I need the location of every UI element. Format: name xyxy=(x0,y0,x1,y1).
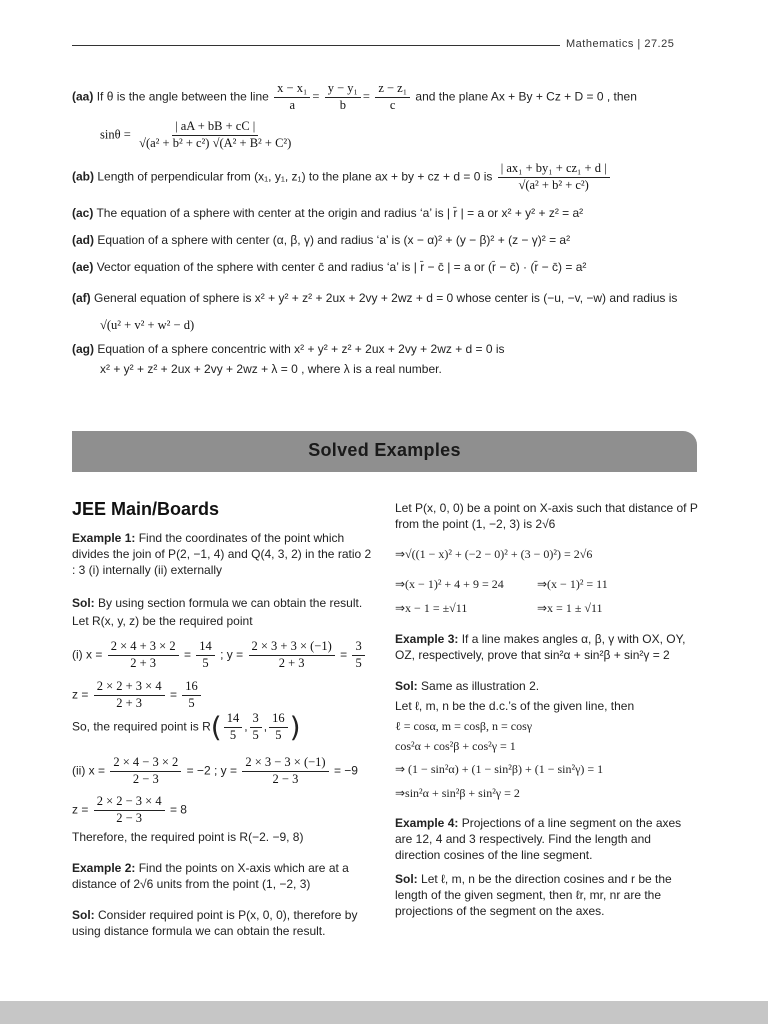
i-y-lhs: ; y = xyxy=(220,647,244,662)
formula-ad-label: (ad) xyxy=(72,233,94,247)
formula-ad xyxy=(72,232,570,248)
ex1-text: Find the coordinates of the point which divides the join of P(2, −1, 4) and Q(4, 3, 2) in the ratio 2 : 3 (i) internally (ii) externally xyxy=(72,531,372,577)
i-x-rnu: 14 xyxy=(196,640,215,656)
i-x-de: 2 + 3 xyxy=(130,655,157,670)
frac-z-nu: z − z₁ xyxy=(375,82,410,98)
right-eq2a: ⇒(x − 1)² + 4 + 9 = 24 xyxy=(395,577,504,591)
ii-xy-eq xyxy=(72,756,358,787)
right-eq3b: ⇒x = 1 ± √11 xyxy=(537,601,603,615)
i-x-lhs: (i) x = xyxy=(72,647,103,662)
ii-x-frac xyxy=(110,756,181,787)
i-x-eq xyxy=(72,640,367,671)
req1-c-de: 5 xyxy=(275,727,282,742)
sin-lhs: sinθ = xyxy=(100,127,131,142)
right-ex4 xyxy=(395,815,698,863)
right-l3: cos²α + cos²β + cos²γ = 1 xyxy=(395,739,516,753)
ii-y-frac xyxy=(242,756,328,787)
formula-ae xyxy=(72,259,586,275)
frac-z xyxy=(375,82,410,113)
ii-y-de: 2 − 3 xyxy=(272,771,299,786)
i-z-rnu: 16 xyxy=(182,680,201,696)
right-l5: ⇒sin²α + sin²β + sin²γ = 2 xyxy=(395,786,520,800)
i-x-rde: 5 xyxy=(202,655,209,670)
req1-c xyxy=(269,712,288,743)
ex1-label: Example 1: xyxy=(72,531,136,545)
ii-z-lhs: z = xyxy=(72,802,89,817)
formula-aa: (aa) If θ is the angle between the line $\frac{\text{x − x₁}}{a}$ = $\frac{\text{y − y₁}}{b}$ = $\frac{\text{z − z₁}}{c}$ and the plane Ax + By + Cz + D = 0 , then xyxy=(72,81,637,112)
ii-z-frac xyxy=(94,795,165,826)
header-rule xyxy=(72,45,560,46)
ab-de: √(a² + b² + c²) xyxy=(518,177,589,192)
ex4-label: Example 4: xyxy=(395,816,459,830)
req1: So, the required point is R( $\frac{14}{5}$ , $\frac{3}{5}$ , $\frac{16}{5}$ ) xyxy=(72,710,301,744)
i-y-eq-sign: = xyxy=(340,647,348,662)
req1-b xyxy=(250,712,262,743)
frac-y xyxy=(325,82,361,113)
i-x-result xyxy=(196,640,215,671)
ex2-label: Example 2: xyxy=(72,861,136,875)
right-eq2b: ⇒(x − 1)² = 11 xyxy=(537,577,608,591)
right-eq1: ⇒√((1 − x)² + (−2 − 0)² + (3 − 0)²) = 2√6 xyxy=(395,547,593,561)
formula-ad-text: Equation of a sphere with center (α, β, γ) and radius ‘a’ is (x − α)² + (y − β)² + (z − γ)² = a² xyxy=(97,233,571,247)
req1-text: So, the required point is R xyxy=(72,719,211,734)
left-ex2 xyxy=(72,860,374,892)
i-y-result xyxy=(352,640,364,671)
frac-x-nu: x − x₁ xyxy=(274,82,310,98)
formula-af-label: (af) xyxy=(72,291,91,305)
sin-de: √(a² + b² + c²) √(A² + B² + C²) xyxy=(139,135,292,150)
sol2-text: Consider required point is P(x, 0, 0), therefore by using distance formula we can obtain the result. xyxy=(72,908,358,938)
ex3-text: If a line makes angles α, β, γ with OX, OY, OZ, respectively, prove that sin²α + sin²β + sin²γ = 2 xyxy=(395,632,686,662)
i-z-frac xyxy=(94,680,165,711)
ii-z-r: = 8 xyxy=(169,802,187,817)
formula-ag-line2: x² + y² + z² + 2ux + 2vy + 2wz + λ = 0 , where λ is a real number. xyxy=(100,362,442,376)
req1-a-nu: 14 xyxy=(224,712,243,728)
ii-x-de: 2 − 3 xyxy=(132,771,159,786)
running-head: Mathematics | 27.25 xyxy=(566,38,675,50)
ii-z-de: 2 − 3 xyxy=(116,810,143,825)
sol1-let: Let R(x, y, z) be the required point xyxy=(72,614,253,628)
formula-ac-label: (ac) xyxy=(72,206,94,220)
banner-title: Solved Examples xyxy=(308,440,461,460)
i-z-lhs: z = xyxy=(72,687,89,702)
right-sol4 xyxy=(395,871,698,919)
ii-y-r: = −9 xyxy=(333,763,358,778)
frac-z-de: c xyxy=(389,97,396,112)
formula-aa-sin xyxy=(100,120,296,151)
formula-af-radius: √(u² + v² + w² − d) xyxy=(100,318,195,332)
frac-x xyxy=(274,82,310,113)
i-z-rde: 5 xyxy=(188,695,195,710)
i-y-de: 2 + 3 xyxy=(278,655,305,670)
i-z-nu: 2 × 2 + 3 × 4 xyxy=(94,680,165,696)
formula-af xyxy=(72,290,677,306)
right-ex3 xyxy=(395,631,698,663)
formula-ae-label: (ae) xyxy=(72,260,94,274)
section-title: JEE Main/Boards xyxy=(72,499,220,519)
formula-ab-text: Length of perpendicular from (x₁, y₁, z₁) to the plane ax + by + cz + d = 0 is xyxy=(97,169,493,184)
right-eq3a: ⇒x − 1 = ±√11 xyxy=(395,601,468,615)
formula-ag-text: Equation of a sphere concentric with x² + y² + z² + 2ux + 2vy + 2wz + d = 0 is xyxy=(97,342,505,356)
ii-x-lhs: (ii) x = xyxy=(72,763,105,778)
req1-b-de: 5 xyxy=(252,727,259,742)
i-z-eq xyxy=(72,680,203,711)
ii-x-nu: 2 × 4 − 3 × 2 xyxy=(110,756,181,772)
ii-y-nu: 2 × 3 − 3 × (−1) xyxy=(242,756,328,772)
sol1-text: By using section formula we can obtain the result. xyxy=(98,596,363,610)
ab-nu: | ax₁ + by₁ + cz₁ + d | xyxy=(498,162,610,178)
i-x-nu: 2 × 4 + 3 × 2 xyxy=(108,640,179,656)
ii-x-r: = −2 ; y = xyxy=(186,763,237,778)
req1-a xyxy=(224,712,243,743)
formula-ab-label: (ab) xyxy=(72,169,94,184)
solved-examples-banner xyxy=(72,431,697,472)
req1-b-nu: 3 xyxy=(250,712,262,728)
left-ex1 xyxy=(72,530,374,578)
ex4-text: Projections of a line segment on the axes are 12, 4 and 3 respectively. Find the length and direction cosines of the line segment. xyxy=(395,816,682,862)
i-z-eq-sign: = xyxy=(169,687,177,702)
ex2-text: Find the points on X-axis which are at a distance of 2√6 units from the point (1, −2, 3) xyxy=(72,861,349,891)
ii-z-eq xyxy=(72,795,187,826)
right-l1: Let ℓ, m, n be the d.c.’s of the given line, then xyxy=(395,699,635,713)
ab-frac xyxy=(498,162,610,193)
left-sol2 xyxy=(72,907,374,939)
req1-c-nu: 16 xyxy=(269,712,288,728)
formula-aa-text-2: and the plane Ax + By + Cz + D = 0 , then xyxy=(415,89,637,104)
sol2-label: Sol: xyxy=(72,908,95,922)
formula-ag-label: (ag) xyxy=(72,342,94,356)
i-y-frac xyxy=(249,640,335,671)
i-x-frac xyxy=(108,640,179,671)
formula-ae-text: Vector equation of the sphere with center c̄ and radius ‘a’ is | r̄ − c̄ | = a or (r̄ − c̄) · (r̄ − c̄) = a² xyxy=(96,260,587,274)
ex3-label: Example 3: xyxy=(395,632,459,646)
i-y-rnu: 3 xyxy=(352,640,364,656)
footer-bar xyxy=(0,1001,768,1024)
left-sol1 xyxy=(72,595,374,611)
right-l4: ⇒ (1 − sin²α) + (1 − sin²β) + (1 − sin²γ) = 1 xyxy=(395,762,604,776)
req2: Therefore, the required point is R(−2. −9, 8) xyxy=(72,830,304,844)
formula-ac-text: The equation of a sphere with center at the origin and radius ‘a’ is | r̄ | = a or x² + y² + z² = a² xyxy=(96,206,584,220)
i-x-eq-sign: = xyxy=(183,647,191,662)
sol1-label: Sol: xyxy=(72,596,95,610)
right-p1: Let P(x, 0, 0) be a point on X-axis such that distance of P from the point (1, −2, 3) is 2√6 xyxy=(395,501,698,531)
frac-y-nu: y − y₁ xyxy=(325,82,361,98)
frac-y-de: b xyxy=(339,97,346,112)
formula-ac xyxy=(72,205,583,221)
i-z-de: 2 + 3 xyxy=(116,695,143,710)
formula-af-text: General equation of sphere is x² + y² + z² + 2ux + 2vy + 2wz + d = 0 whose center is (−u, −v, −w) and radius is xyxy=(94,291,678,305)
sol3-label: Sol: xyxy=(395,679,418,693)
sin-nu: | aA + bB + cC | xyxy=(172,120,258,136)
frac-x-de: a xyxy=(289,97,296,112)
formula-ag xyxy=(72,341,505,357)
right-sol3 xyxy=(395,678,698,694)
formula-aa-text: If θ is the angle between the line xyxy=(96,89,269,104)
i-y-nu: 2 × 3 + 3 × (−1) xyxy=(249,640,335,656)
sol4-text: Let ℓ, m, n be the direction cosines and r be the length of the given segment, then ℓr, mr, nr are the projections of the segment on the axes. xyxy=(395,872,672,918)
right-l2: ℓ = cosα, m = cosβ, n = cosγ xyxy=(395,719,533,733)
i-z-result xyxy=(182,680,201,711)
formula-ab xyxy=(72,162,612,193)
sol3-text: Same as illustration 2. xyxy=(421,679,540,693)
formula-aa-label: (aa) xyxy=(72,89,94,104)
i-y-rde: 5 xyxy=(355,655,362,670)
req1-a-de: 5 xyxy=(229,727,237,742)
ii-z-nu: 2 × 2 − 3 × 4 xyxy=(94,795,165,811)
sin-frac xyxy=(136,120,294,151)
sol4-label: Sol: xyxy=(395,872,418,886)
